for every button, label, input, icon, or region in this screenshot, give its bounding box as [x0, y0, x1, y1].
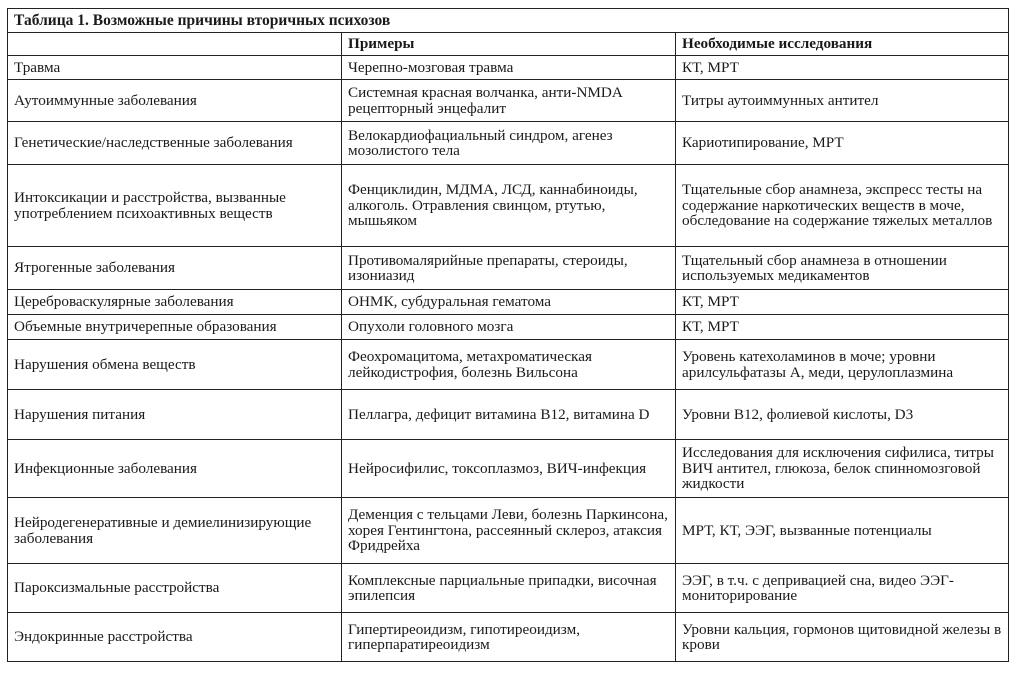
- cause-cell: Ятрогенные заболевания: [8, 247, 342, 290]
- table-row: [8, 498, 1009, 564]
- cause-cell: Нейродегенеративные и демиелинизирующие заболевания: [8, 498, 342, 564]
- header-tests: Необходимые исследования: [676, 33, 1009, 56]
- cause-cell: Объемные внутричерепные образования: [8, 315, 342, 340]
- table-row: [8, 315, 1009, 340]
- header-cause: [8, 33, 342, 56]
- examples-cell: Гипертиреоидизм, гипотиреоидизм, гиперпаратиреоидизм: [342, 613, 676, 662]
- tests-cell: Исследования для исключения сифилиса, титры ВИЧ антител, глюкоза, белок спинномозговой жидкости: [676, 440, 1009, 498]
- examples-cell: Велокардиофациальный синдром, агенез мозолистого тела: [342, 122, 676, 165]
- table-row: [8, 80, 1009, 122]
- cause-cell: Цереброваскулярные заболевания: [8, 290, 342, 315]
- tests-cell: МРТ, КТ, ЭЭГ, вызванные потенциалы: [676, 498, 1009, 564]
- tests-cell: КТ, МРТ: [676, 315, 1009, 340]
- cause-cell: Инфекционные заболевания: [8, 440, 342, 498]
- tests-cell: Уровни В12, фолиевой кислоты, D3: [676, 390, 1009, 440]
- examples-cell: Нейросифилис, токсоплазмоз, ВИЧ-инфекция: [342, 440, 676, 498]
- tests-cell: Уровни кальция, гормонов щитовидной железы в крови: [676, 613, 1009, 662]
- table-row: [8, 56, 1009, 80]
- cause-cell: Генетические/наследственные заболевания: [8, 122, 342, 165]
- cause-cell: Травма: [8, 56, 342, 80]
- table-row: [8, 440, 1009, 498]
- table-row: [8, 290, 1009, 315]
- cause-cell: Интоксикации и расстройства, вызванные употреблением психоактивных веществ: [8, 165, 342, 247]
- tests-cell: КТ, МРТ: [676, 290, 1009, 315]
- table-body: [8, 56, 1009, 662]
- tests-cell: Уровень катехоламинов в моче; уровни арилсульфатазы А, меди, церулоплазмина: [676, 340, 1009, 390]
- table-row: [8, 340, 1009, 390]
- examples-cell: Комплексные парциальные припадки, височная эпилепсия: [342, 564, 676, 613]
- cause-cell: Пароксизмальные расстройства: [8, 564, 342, 613]
- examples-cell: Системная красная волчанка, анти-NMDA рецепторный энцефалит: [342, 80, 676, 122]
- table-row: [8, 247, 1009, 290]
- tests-cell: Кариотипирование, МРТ: [676, 122, 1009, 165]
- table-row: [8, 390, 1009, 440]
- table-caption: Таблица 1. Возможные причины вторичных психозов: [8, 9, 1009, 33]
- examples-cell: Пеллагра, дефицит витамина В12, витамина D: [342, 390, 676, 440]
- examples-cell: Фенциклидин, МДМА, ЛСД, каннабиноиды, алкоголь. Отравления свинцом, ртутью, мышьяком: [342, 165, 676, 247]
- cause-cell: Нарушения обмена веществ: [8, 340, 342, 390]
- examples-cell: Противомалярийные препараты, стероиды, изониазид: [342, 247, 676, 290]
- table-row: [8, 122, 1009, 165]
- cause-cell: Аутоиммунные заболевания: [8, 80, 342, 122]
- cause-cell: Эндокринные расстройства: [8, 613, 342, 662]
- tests-cell: ЭЭГ, в т.ч. с депривацией сна, видео ЭЭГ-мониторирование: [676, 564, 1009, 613]
- cause-cell: Нарушения питания: [8, 390, 342, 440]
- examples-cell: Феохромацитома, метахроматическая лейкодистрофия, болезнь Вильсона: [342, 340, 676, 390]
- tests-cell: КТ, МРТ: [676, 56, 1009, 80]
- table-row: [8, 165, 1009, 247]
- tests-cell: Титры аутоиммунных антител: [676, 80, 1009, 122]
- examples-cell: Деменция с тельцами Леви, болезнь Паркинсона, хорея Гентингтона, рассеянный склероз, атаксия Фридрейха: [342, 498, 676, 564]
- tests-cell: Тщательный сбор анамнеза в отношении используемых медикаментов: [676, 247, 1009, 290]
- examples-cell: ОНМК, субдуральная гематома: [342, 290, 676, 315]
- examples-cell: Черепно-мозговая травма: [342, 56, 676, 80]
- header-examples: Примеры: [342, 33, 676, 56]
- table-row: [8, 613, 1009, 662]
- tests-cell: Тщательные сбор анамнеза, экспресс тесты на содержание наркотических веществ в моче, обследование на содержание тяжелых металлов: [676, 165, 1009, 247]
- examples-cell: Опухоли головного мозга: [342, 315, 676, 340]
- table-row: [8, 564, 1009, 613]
- table-container: [7, 8, 1008, 662]
- causes-table: [7, 8, 1009, 662]
